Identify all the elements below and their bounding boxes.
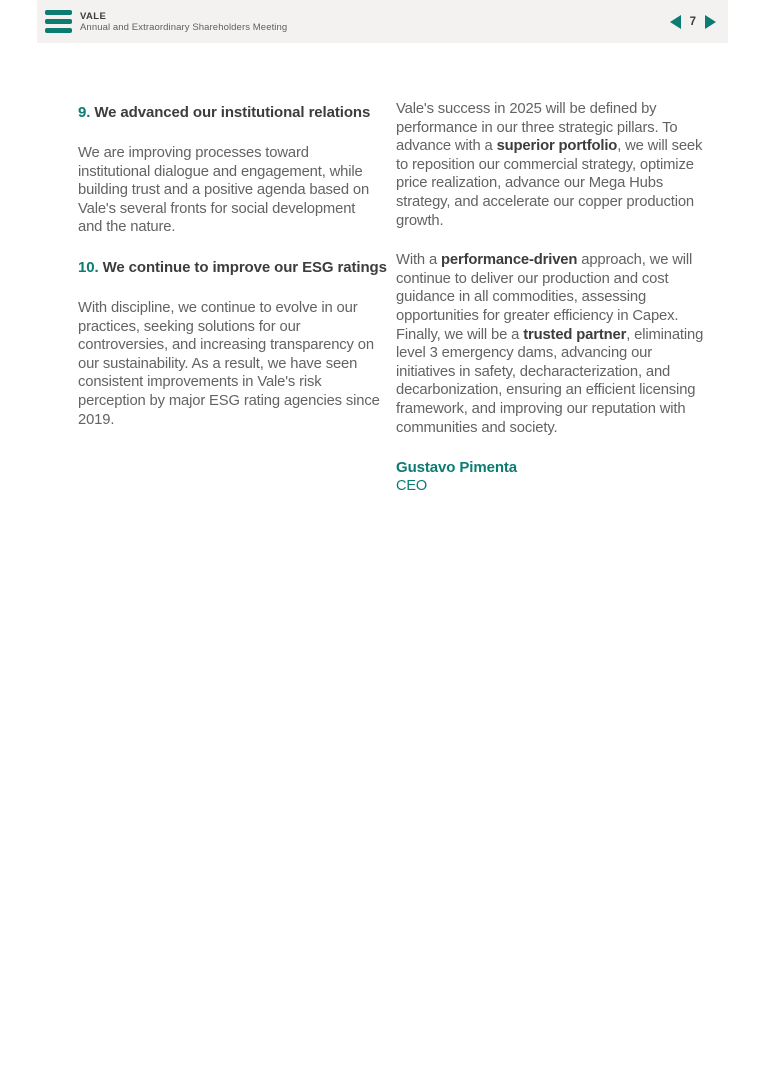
right-column xyxy=(396,100,710,496)
hamburger-bar xyxy=(45,19,72,25)
section-10-body: With discipline, we continue to evolve in our practices, seeking solutions for our controversies, and increasing transparency on our sustainability. As a result, we have seen consistent improvements in Vale's risk perception by major ESG rating agencies since 2019. xyxy=(78,299,380,428)
viewer-header-bar xyxy=(37,0,728,43)
hamburger-bar xyxy=(45,28,72,34)
text-segment: With a xyxy=(396,252,441,269)
bold-text-segment: trusted partner xyxy=(523,326,627,343)
text-segment: approach, we will continue to deliver our production and cost guidance in all commodities, assessing opportunities for greater efficiency in Capex. Finally, we will be a xyxy=(396,252,693,343)
text-segment: , eliminating level 3 emergency dams, advancing our initiatives in safety, decharacterization, and decarbonization, ensuring an efficient licensing framework, and improving our reputation with communities and society. xyxy=(396,326,704,436)
bold-text-segment: superior portfolio xyxy=(496,138,618,155)
paragraph-strategic-pillars xyxy=(396,100,710,230)
hamburger-bar xyxy=(45,10,72,16)
text-segment: Vale's success in 2025 will be defined by performance in our three strategic pillars. To advance with a xyxy=(396,101,678,155)
chevron-right-icon[interactable] xyxy=(705,15,716,29)
text-segment: , we will seek to reposition our commercial strategy, optimize price realization, advance our Mega Hubs strategy, and accelerate our copper production growth. xyxy=(396,138,703,229)
section-9-body: We are improving processes toward institutional dialogue and engagement, while building trust and a positive agenda based on Vale's several fronts for social development and the nature. xyxy=(78,145,370,236)
section-number: 9. xyxy=(78,104,91,121)
page-navigation xyxy=(670,15,716,29)
chevron-left-icon[interactable] xyxy=(670,15,681,29)
section-title: We advanced our institutional relations xyxy=(94,104,371,121)
page-number: 7 xyxy=(689,15,696,28)
document-brand-block xyxy=(80,11,287,33)
section-10-heading xyxy=(78,258,387,278)
section-9-heading xyxy=(78,103,380,123)
document-title: Annual and Extraordinary Shareholders Meeting xyxy=(80,21,288,33)
hamburger-menu-icon[interactable] xyxy=(45,10,72,34)
section-title: We continue to improve our ESG ratings xyxy=(102,258,387,276)
bold-text-segment: performance-driven xyxy=(441,252,578,269)
section-number: 10. xyxy=(78,258,99,276)
signature-block xyxy=(396,458,710,496)
left-column xyxy=(78,103,387,429)
signature-role: CEO xyxy=(396,478,427,495)
brand-title: VALE xyxy=(80,10,107,22)
signature-name: Gustavo Pimenta xyxy=(396,459,518,477)
paragraph-performance xyxy=(396,251,710,437)
